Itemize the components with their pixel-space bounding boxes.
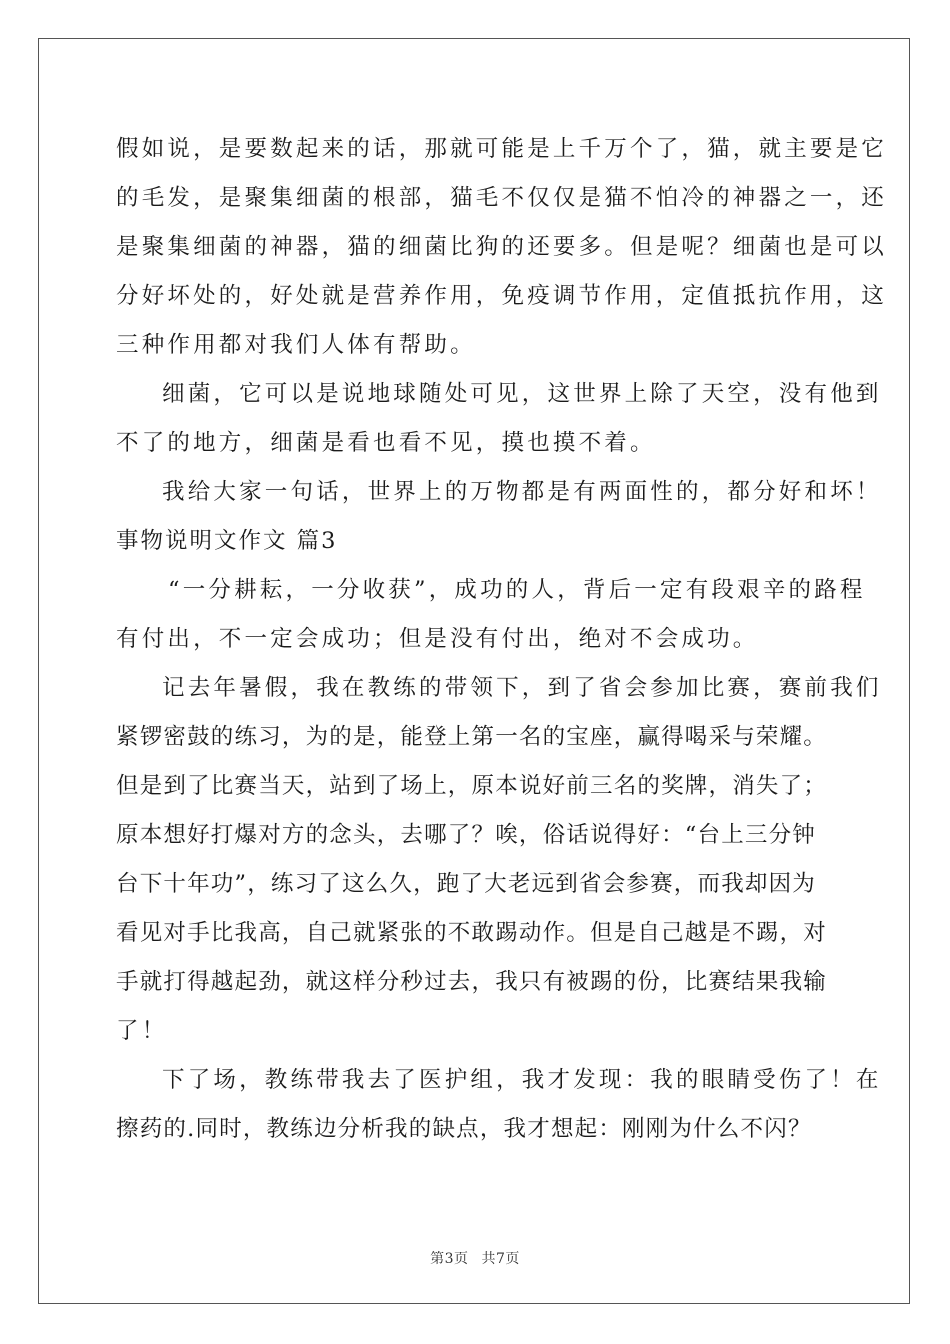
page-number: 第3页 bbox=[430, 1251, 469, 1267]
text-line: 下了场，教练带我去了医护组，我才发现：我的眼睛受伤了！在 bbox=[162, 1067, 882, 1093]
text-line: 看见对手比我高，自己就紧张的不敢踢动作。但是自己越是不踢，对 bbox=[116, 920, 828, 946]
text-line: “一分耕耘，一分收获”，成功的人，背后一定有段艰辛的路程 bbox=[168, 577, 866, 603]
text-line: 的毛发，是聚集细菌的根部，猫毛不仅仅是猫不怕冷的神器之一，还 bbox=[116, 185, 888, 211]
text-line: 细菌，它可以是说地球随处可见，这世界上除了天空，没有他到 bbox=[162, 381, 882, 407]
document-body bbox=[116, 125, 888, 1154]
text-line: 擦药的.同时，教练边分析我的缺点，我才想起：刚刚为什么不闪？ bbox=[116, 1116, 812, 1142]
text-line: 记去年暑假，我在教练的带领下，到了省会参加比赛，赛前我们 bbox=[162, 675, 882, 701]
text-line: 假如说，是要数起来的话，那就可能是上千万个了，猫，就主要是它 bbox=[116, 136, 888, 162]
text-line: 紧锣密鼓的练习，为的是，能登上第一名的宝座，赢得喝采与荣耀。 bbox=[116, 724, 828, 750]
text-line: 我给大家一句话，世界上的万物都是有两面性的，都分好和坏！ bbox=[162, 479, 882, 505]
page-total: 共7页 bbox=[481, 1251, 520, 1267]
text-line: 原本想好打爆对方的念头，去哪了？唉，俗话说得好：“台上三分钟 bbox=[116, 822, 817, 848]
text-line: 手就打得越起劲，就这样分秒过去，我只有被踢的份，比赛结果我输 bbox=[116, 969, 828, 995]
text-line: 不了的地方，细菌是看也看不见，摸也摸不着。 bbox=[116, 430, 656, 456]
page-footer bbox=[0, 1248, 950, 1268]
text-line: 是聚集细菌的神器，猫的细菌比狗的还要多。但是呢？细菌也是可以 bbox=[116, 234, 888, 260]
text-line: 台下十年功”，练习了这么久，跑了大老远到省会参赛，而我却因为 bbox=[116, 871, 817, 897]
text-line: 有付出，不一定会成功；但是没有付出，绝对不会成功。 bbox=[116, 626, 759, 652]
text-line: 三种作用都对我们人体有帮助。 bbox=[116, 332, 476, 358]
section-heading: 事物说明文作文 篇3 bbox=[116, 528, 338, 554]
text-line: 但是到了比赛当天，站到了场上，原本说好前三名的奖牌，消失了； bbox=[116, 773, 828, 799]
text-line: 了！ bbox=[116, 1018, 168, 1044]
text-line: 分好坏处的，好处就是营养作用，免疫调节作用，定值抵抗作用，这 bbox=[116, 283, 888, 309]
